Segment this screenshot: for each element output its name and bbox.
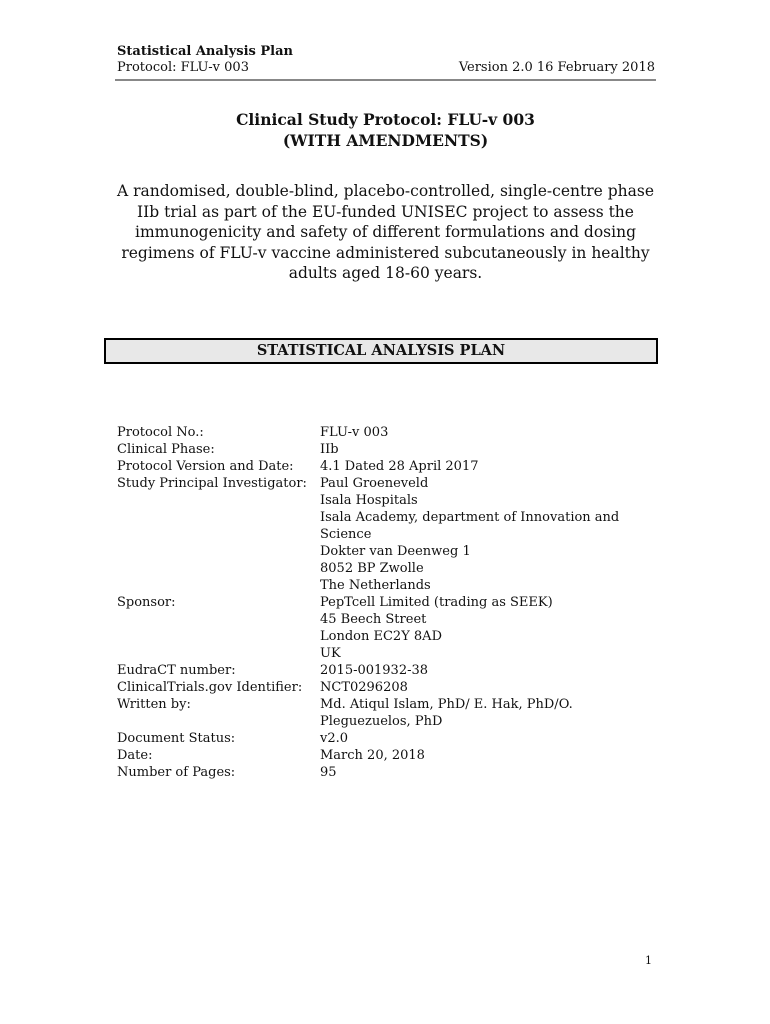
info-value: 45 Beech Street [320,612,427,627]
info-row [117,747,640,764]
document-title-line: (WITH AMENDMENTS) [282,131,489,150]
info-row [117,679,640,696]
info-row [117,475,640,594]
info-value: 4.1 Dated 28 April 2017 [320,459,479,474]
info-values [320,662,640,679]
header-rule [115,79,656,81]
info-value: Dokter van Deenweg 1 [320,544,471,559]
info-value: The Netherlands [320,578,431,593]
info-value: 2015-001932-38 [320,663,429,678]
info-values [320,458,640,475]
running-header [117,44,655,76]
info-label: EudraCT number: [117,663,236,678]
info-label: Written by: [117,697,191,712]
protocol-info-table [117,424,640,781]
info-values [320,764,640,781]
info-row [117,441,640,458]
document-title-line: Clinical Study Protocol: FLU-v 003 [236,110,535,129]
info-value: Md. Atiqul Islam, PhD/ E. Hak, PhD/O. [320,697,573,712]
info-label: Study Principal Investigator: [117,476,307,491]
info-values [320,594,640,662]
info-label: Protocol Version and Date: [117,459,294,474]
info-values [320,696,640,730]
study-description-line: A randomised, double-blind, placebo-controlled, single-centre phase [116,182,654,200]
page-number: 1 [645,954,652,967]
header-version: Version 2.0 16 February 2018 [458,60,655,75]
info-values [320,424,640,441]
info-value: 95 [320,765,337,780]
info-value: v2.0 [320,731,349,746]
document-title [115,109,656,151]
info-values [320,679,640,696]
info-row [117,458,640,475]
info-value: PepTcell Limited (trading as SEEK) [320,595,553,610]
info-values [320,747,640,764]
info-values [320,441,640,458]
info-label: Date: [117,748,153,763]
info-value: Pleguezuelos, PhD [320,714,443,729]
info-label: Number of Pages: [117,765,236,780]
info-label: Sponsor: [117,595,176,610]
info-row [117,730,640,747]
info-value: NCT0296208 [320,680,408,695]
info-values [320,475,640,594]
study-description-line: regimens of FLU-v vaccine administered subcutaneously in healthy [121,243,650,262]
study-description-line: IIb trial as part of the EU-funded UNISEC project to assess the [137,202,634,221]
info-value: London EC2Y 8AD [320,629,442,644]
sap-heading-box: STATISTICAL ANALYSIS PLAN [104,338,658,364]
study-description [112,181,659,284]
info-row [117,764,640,781]
info-value: Science [320,527,372,542]
info-row [117,662,640,679]
info-label: Protocol No.: [117,425,204,440]
info-value: Isala Hospitals [320,493,418,508]
info-label: Clinical Phase: [117,442,215,457]
study-description-line: adults aged 18-60 years. [288,264,483,282]
header-title: Statistical Analysis Plan [117,44,293,59]
info-value: UK [320,646,341,661]
info-value: March 20, 2018 [320,748,425,763]
info-row [117,696,640,730]
info-value: FLU-v 003 [320,425,389,440]
info-row [117,424,640,441]
info-value: IIb [320,442,339,457]
info-value: Isala Academy, department of Innovation and [320,510,620,525]
info-value: Paul Groeneveld [320,476,429,491]
info-values [320,730,640,747]
header-row [117,60,655,76]
info-value: 8052 BP Zwolle [320,561,424,576]
study-description-line: immunogenicity and safety of different formulations and dosing [135,223,636,241]
header-protocol: Protocol: FLU-v 003 [117,60,249,75]
info-label: Document Status: [117,731,236,746]
info-label: ClinicalTrials.gov Identifier: [117,680,303,695]
info-row [117,594,640,662]
